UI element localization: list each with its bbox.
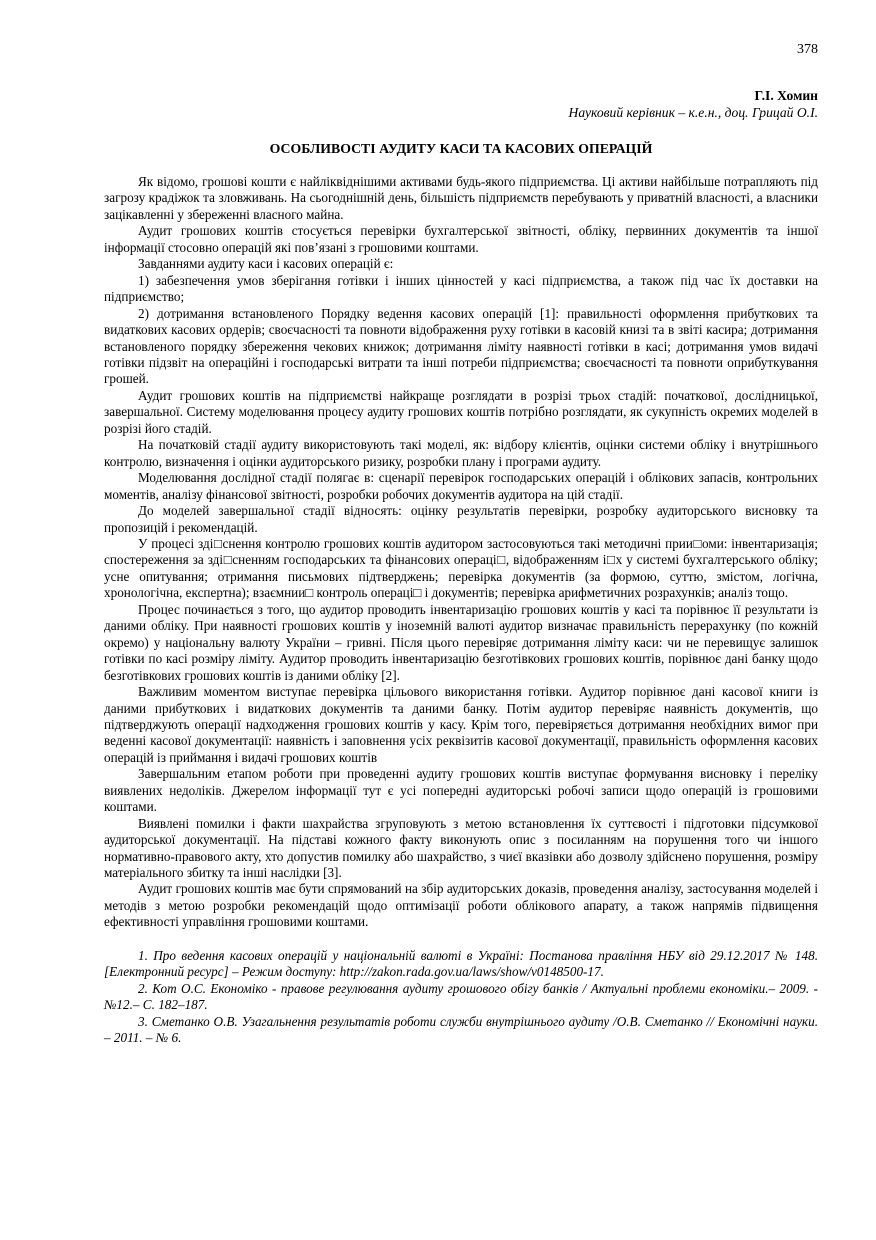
paragraph: У процесі зді□снення контролю грошових коштів аудитором застосовуються такі методичні прии□оми: інвентаризація; спостереження за зді□сненням господарських та фінансових операці□, відображенням і□х у системі бухгалтерського обліку; усне опитування; отримання письмових підтверджень; перевірка документів (за формою, суттю, змістом, логічна, хронологічна, експертна); взаємнии□ контроль операці□ і документів; перевірка арифметичних розрахунків; аналіз тощо.	[104, 535, 818, 601]
paper-title: ОСОБЛИВОСТІ АУДИТУ КАСИ ТА КАСОВИХ ОПЕРАЦІЙ	[269, 141, 653, 156]
paragraph: Аудит грошових коштів на підприємстві найкраще розглядати в розрізі трьох стадій: початкової, дослідницької, завершальної. Систему моделювання процесу аудиту грошових коштів потрібно розглядати, як сукупність окремих моделей в розрізі його стадій.	[104, 387, 818, 436]
paragraph: Важливим моментом виступає перевірка цільового використання готівки. Аудитор порівнює дані касової книги із даними прибуткових і видаткових документів та даними банку. Потім аудитор перевіряє наявність документів, що підтверджують операції надходження грошових коштів у касу. Крім того, перевіряється дотримання необхідних вимог при веденні касової документації: наявність і заповнення усіх реквізитів касової документації, правильність оформлення касових операцій із приймання і видачі грошових коштів	[104, 684, 818, 765]
paragraph: До моделей завершальної стадії відносять: оцінку результатів перевірки, розробку аудиторського висновку та пропозицій і рекомендацій.	[104, 503, 818, 535]
paragraph: На початковій стадії аудиту використовують такі моделі, як: відбору клієнтів, оцінки системи обліку і внутрішнього контролю, визначення і оцінки аудиторського ризику, розробки плану і програми аудиту.	[104, 437, 818, 469]
supervisor-line: Науковий керівник – к.е.н., доц. Грицай О.І.	[568, 104, 818, 120]
paragraph: 2) дотримання встановленого Порядку ведення касових операцій [1]: правильності оформлення прибуткових та видаткових касових ордерів; своєчасності та повноти відображення руху готівки в касовій книзі та в звіті касира; дотримання встановленого порядку збереження чекових книжок; дотримання ліміту наявності готівки в касі; дотримання умов видачі готівки підзвіт на операційні і господарські витрати та інші потреби підприємства; своєчасності та повноти оприбуткування грошей.	[104, 305, 818, 387]
paragraph: Як відомо, грошові кошти є найліквіднішими активами будь-якого підприємства. Ці активи найбільше потрапляють під загрозу крадіжок та зловживань. На сьогоднішній день, більшість підприємств перебувають у приватній власності, а власники зацікавленні у збереженні власного майна.	[104, 174, 818, 222]
reference-item: 3. Сметанко О.В. Узагальнення результатів роботи служби внутрішнього аудиту /О.В. Сметанко // Економічні науки. – 2011. – № 6.	[104, 1013, 818, 1046]
paragraph: 1) забезпечення умов зберігання готівки і інших цінностей у касі підприємства, а також під час їх доставки на підприємство;	[104, 272, 818, 305]
article-body	[104, 174, 818, 931]
paragraph: Моделювання дослідної стадії полягає в: сценарії перевірок господарських операцій і облікових запасів, контрольних моментів, аналізу фінансової звітності, розробки робочих документів аудитора на цій стадії.	[104, 470, 818, 502]
paragraph: Виявлені помилки і факти шахрайства згруповують з метою встановлення їх суттєвості і підготовки підсумкової аудиторської документації. На підставі кожного факту виконують опис з посиланням на порушення того чи іншого нормативно-правового акту, хто допустив помилку або шахрайство, з чиєї вказівки або дозволу здійснено порушення, розміру матеріального збитку та інші наслідки [3].	[104, 815, 818, 881]
paragraph: Процес починається з того, що аудитор проводить інвентаризацію грошових коштів у касі та порівнює її результати із даними обліку. При наявності грошових коштів у іноземній валюті аудитор визначає правильність перерахунку (по кожній окремо) у національну валюту України – гривні. Після цього перевіряє дотримання ліміту каси: чи не перевищує залишок готівки по касі розміру ліміту. Аудитор проводить інвентаризацію безготівкових грошових коштів, порівнює дані банку щодо безготівкових грошових коштів із даними обліку [2].	[104, 601, 818, 683]
page-number: 378	[797, 42, 818, 57]
author-name: Г.І. Хомин	[754, 88, 818, 103]
paragraph: Аудит грошових коштів має бути спрямований на збір аудиторських доказів, проведення аналізу, застосування моделей і методів з метою розробки рекомендацій щодо оптимізації роботи облікового апарату, а також напрямів підвищення ефективності управління грошовими коштами.	[104, 881, 818, 930]
references-list	[104, 948, 818, 1047]
paragraph: Завданнями аудиту каси і касових операцій є:	[138, 256, 394, 272]
paragraph: Аудит грошових коштів стосується перевірки бухгалтерської звітності, обліку, первинних документів та іншої інформації стосовно операцій які пов’язані з грошовими коштами.	[104, 223, 818, 255]
author-block	[104, 88, 818, 121]
reference-item: 1. Про ведення касових операцій у національній валюті в Україні: Постанова правління НБУ від 29.12.2017 № 148. [Електронний ресурс] – Режим доступу: http://zakon.rada.gov.ua/laws/show/v0148500-17.	[104, 947, 818, 980]
paragraph: Завершальним етапом роботи при проведенні аудиту грошових коштів виступає формування висновку і переліку виявлених недоліків. Джерелом інформації тут є усі попередні аудиторські робочі записи щодо операцій із грошовими коштами.	[104, 766, 818, 815]
reference-item: 2. Кот О.С. Економіко - правове регулювання аудиту грошового обігу банків / Актуальні проблеми економіки.– 2009. -№12.– С. 182–187.	[104, 980, 818, 1013]
